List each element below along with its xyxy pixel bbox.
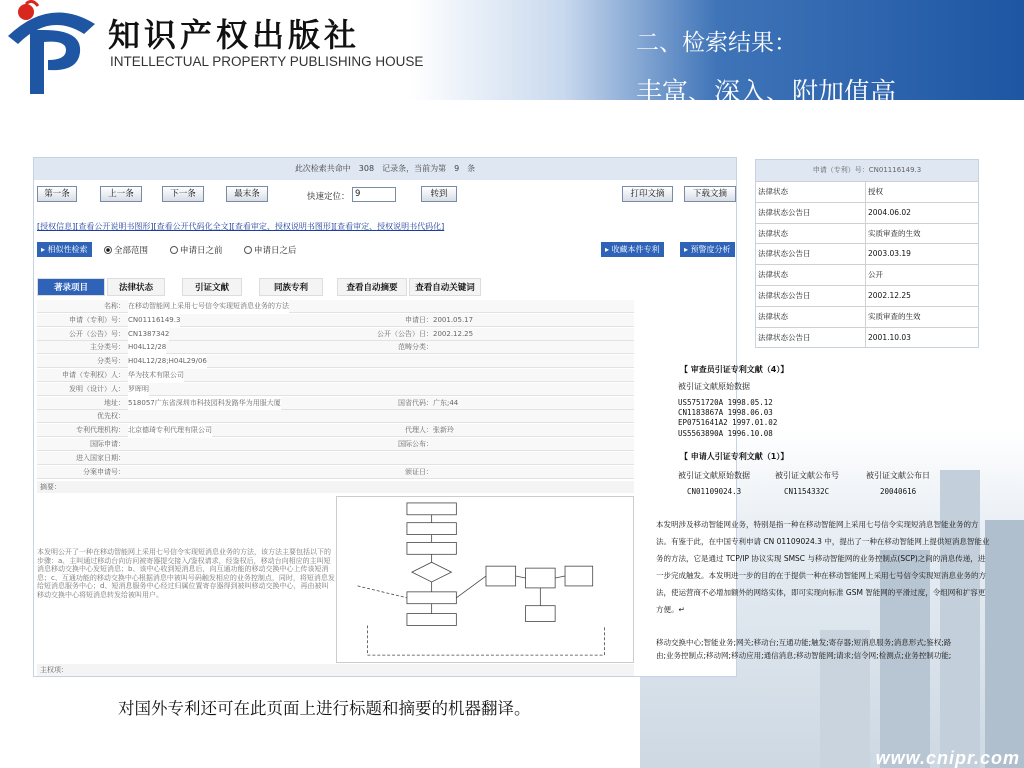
applicant-citation-pubdate: 20040616: [880, 487, 917, 496]
list-item: US5751720A 1998.05.12: [678, 398, 773, 407]
list-item: US5563890A 1996.10.08: [678, 428, 773, 438]
legal-status-value: 实质审查的生效: [868, 311, 921, 321]
column-divider: [865, 307, 866, 327]
machine-description-text: 本发明涉及移动智能网业务，特别是指一种在移动智能网上采用七号信令实现短消息智能业务的方法。有鉴于此，在中国专利申请 CN 01109024.3 中，提出了一种在移动智能网上提供短消息智能业务的方法，它是通过 TCP/IP 协议实现 SMSC 与移动智能网的业务控制点(SCP)之间的消息传递，进一步完成触发。本发明进一步的目的在于提供一种在移动智能网上采用七号信令实现短消息业务的方法，使运营商不必增加额外的网络实体，即可实现向标准 GSM 智能网的平滑过度，令组网和扩容更方便。↵: [656, 520, 990, 614]
examiner-citation-title: 【 审查员引证专利文献（4）】: [680, 365, 789, 374]
field-value: CN01116149.3: [128, 314, 180, 327]
legal-status-value: 2001.10.03: [868, 332, 911, 342]
section-subtitle: 丰富、深入、附加值高: [636, 78, 897, 108]
examiner-citation-subtitle: 被引证文献原始数据: [678, 382, 750, 391]
tab-citations[interactable]: 引证文献: [182, 278, 242, 296]
applicant-citation-header-3: 被引证文献公布日: [866, 471, 930, 480]
field-label: 申请（专利权）人：: [62, 371, 125, 379]
field-label: 国际公布：: [398, 440, 433, 448]
field-value: 2001.05.17: [433, 315, 474, 324]
field-value: 张新玲: [433, 426, 454, 435]
legal-status-header: 申请（专利）号：CN01116149.3: [756, 160, 978, 181]
legal-status-key: 法律状态公告日: [758, 290, 811, 300]
field-label: 主分类号：: [90, 343, 125, 352]
site-url[interactable]: www.cnipr.com: [875, 748, 1020, 768]
field-value: 518057广东省深圳市科技园科发路华为用服大厦: [128, 397, 281, 410]
warning-analysis-button[interactable]: ▸ 预警度分析: [680, 242, 735, 257]
legal-status-key: 法律状态: [758, 187, 788, 196]
field-label: 分案申请号：: [83, 467, 125, 476]
table-row: [37, 466, 634, 479]
abstract-text: 本发明公开了一种在移动智能网上采用七号信令实现短消息业务的方法，该方法主要包括以下的步骤：a、主叫通过移动台向访问被寄器提交接入/鉴权请求，经鉴权后，移动台向相应的主叫短消息移动交换中心发短消息；b、该中心收到短消息后，向互通功能的移动交换中心上传该短消息；c、互通功能的移动交换中心根据消息中被叫号码触发相应的业务控制点，同时，将短消息发给短消息服务中心；d、短消息服务中心经过归属位置寄存器得到被叫移动交换中心，再由被叫移动交换中心将短消息转发给被叫用户。: [37, 548, 335, 599]
tab-auto-keywords[interactable]: 查看自动关键词: [409, 278, 481, 296]
field-label: 国际申请：: [90, 440, 125, 448]
field-label: 颁证日：: [405, 467, 433, 476]
field-label: 优先权：: [97, 412, 125, 421]
navigation-row: [34, 186, 737, 206]
legal-status-value: 2004.06.02: [868, 207, 911, 217]
scope-before-radio[interactable]: 申请日之前: [170, 244, 223, 256]
patent-drawing: [336, 496, 634, 663]
field-value: H04L12/28: [128, 341, 166, 354]
download-abstract-button[interactable]: 下载文摘: [684, 186, 736, 202]
scope-after-radio[interactable]: 申请日之后: [244, 244, 297, 256]
field-label: 发明（设计）人：: [69, 384, 125, 393]
ipph-logo-icon: [0, 0, 100, 100]
prev-record-button[interactable]: 上一条: [100, 186, 142, 202]
jump-label: 快速定位：: [307, 192, 350, 202]
publisher-name-en: INTELLECTUAL PROPERTY PUBLISHING HOUSE: [110, 54, 424, 69]
legal-status-table: [755, 159, 979, 348]
field-label: 公开（公告）号：: [69, 329, 125, 338]
field-label: 国省代码：: [398, 398, 433, 407]
field-value: 罗晖明: [128, 383, 149, 396]
applicant-citation-header-1: 被引证文献原始数据: [678, 471, 750, 480]
applicant-citation-number: CN01109024.3: [687, 487, 742, 496]
field-label: 地址：: [104, 398, 125, 407]
legal-status-value: 2002.12.25: [868, 290, 911, 300]
publisher-name-cn: 知识产权出版社: [108, 16, 361, 54]
jump-input[interactable]: 9: [352, 187, 396, 202]
similar-search-button[interactable]: ▸ 相似性检索: [37, 242, 92, 257]
column-divider: [865, 182, 866, 202]
field-label: 进入国家日期：: [76, 453, 125, 462]
table-row: [37, 300, 634, 313]
field-label: 分类号：: [97, 357, 125, 366]
jump-button[interactable]: 转到: [421, 186, 457, 202]
column-divider: [865, 265, 866, 285]
table-row: [756, 285, 978, 306]
table-row: [37, 424, 634, 437]
table-row: [37, 383, 634, 396]
table-row: [756, 181, 978, 202]
detail-tabs: [37, 278, 637, 296]
table-row: [37, 438, 634, 451]
legal-status-value: 实质审查的生效: [868, 228, 921, 238]
table-row: [756, 243, 978, 264]
table-row: [37, 328, 634, 341]
tab-auto-abstract[interactable]: 查看自动摘要: [337, 278, 407, 296]
tab-bibliographic[interactable]: 著录项目: [37, 278, 105, 296]
section-title: 二、检索结果：: [636, 30, 797, 56]
field-value: CN1387342: [128, 328, 169, 341]
abstract-label: 摘要：: [37, 481, 634, 493]
keyword-list: 移动交换中心;智能业务;网关;移动台;互通功能;触发;寄存器;短消息服务;消息形式;鉴权;路由;业务控制点;移动网;移动应用;通信消息;移动智能网;请求;信令网;检测点;业务控制功能;: [656, 638, 952, 660]
list-item: EP0751641A2 1997.01.02: [678, 418, 778, 428]
field-value: H04L12/28;H04L29/06: [128, 355, 207, 368]
legal-status-key: 法律状态公告日: [758, 207, 811, 217]
scope-row: [34, 242, 737, 260]
legal-status-key: 法律状态公告日: [758, 332, 811, 342]
column-divider: [865, 286, 866, 306]
tab-family[interactable]: 同族专利: [259, 278, 323, 296]
column-divider: [865, 244, 866, 264]
tab-legal-status[interactable]: 法律状态: [107, 278, 165, 296]
table-row: [37, 452, 634, 465]
applicant-citation-pubno: CN1154332C: [784, 487, 830, 496]
collect-patent-button[interactable]: ▸ 收藏本件专利: [601, 242, 664, 257]
main-claim-label: 主权项：: [37, 664, 634, 676]
table-row: [37, 397, 634, 410]
list-item: CN1183867A 1998.06.03: [678, 408, 773, 418]
field-label: 专利代理机构：: [76, 426, 125, 435]
scope-all-radio[interactable]: 全部范围: [104, 244, 148, 256]
result-panel: [33, 157, 737, 677]
legal-status-value: 授权: [868, 187, 883, 196]
legal-status-value: 2003.03.19: [868, 249, 911, 259]
next-record-button[interactable]: 下一条: [162, 186, 204, 202]
table-row: [37, 355, 634, 368]
table-row: [756, 202, 978, 223]
field-label: 代理人：: [405, 426, 433, 435]
legal-status-key: 法律状态: [758, 270, 788, 280]
applicant-citation-header-2: 被引证文献公布号: [775, 471, 839, 480]
field-value: 广东;44: [433, 398, 459, 407]
legal-status-key: 法律状态: [758, 311, 788, 321]
document-links[interactable]: [授权信息][查看公开说明书图形][查看公开代码化全文][查看审定、授权说明书图形][查看审定、授权说明书代码化]: [37, 222, 445, 231]
field-label: 申请日：: [405, 315, 433, 324]
table-row: [756, 327, 978, 348]
field-value: 在移动智能网上采用七号信令实现短消息业务的方法: [128, 300, 289, 313]
table-row: [37, 410, 634, 423]
column-divider: [865, 328, 866, 348]
field-value: 2002.12.25: [433, 329, 474, 338]
examiner-citation-list: [678, 398, 777, 439]
field-label: 范畴分类：: [398, 343, 433, 352]
applicant-citation-title: 【 申请人引证专利文献（1）】: [680, 452, 789, 461]
legal-status-key: 法律状态: [758, 228, 788, 238]
field-value: 华为技术有限公司: [128, 369, 184, 382]
field-label: 公开（公告）日：: [377, 329, 433, 338]
column-divider: [865, 224, 866, 244]
slide-caption: 对国外专利还可在此页面上进行标题和摘要的机器翻译。: [118, 699, 531, 718]
field-label: 申请（专利）号：: [69, 315, 125, 324]
print-abstract-button[interactable]: 打印文摘: [622, 186, 673, 202]
legal-status-key: 法律状态公告日: [758, 249, 811, 259]
column-divider: [865, 203, 866, 223]
first-record-button[interactable]: 第一条: [37, 186, 77, 202]
legal-status-value: 公开: [868, 270, 883, 280]
table-row: [756, 306, 978, 327]
table-row: [756, 264, 978, 285]
last-record-button[interactable]: 最末条: [226, 186, 268, 202]
table-row: [756, 223, 978, 244]
table-row: [37, 314, 634, 327]
result-count-bar: 此次检索共命中 308 记录条，当前为第 9 条: [34, 158, 736, 180]
table-row: [37, 369, 634, 382]
table-row: [37, 341, 634, 354]
field-value: 北京德琦专利代理有限公司: [128, 424, 212, 437]
field-label: 名称：: [104, 302, 125, 310]
